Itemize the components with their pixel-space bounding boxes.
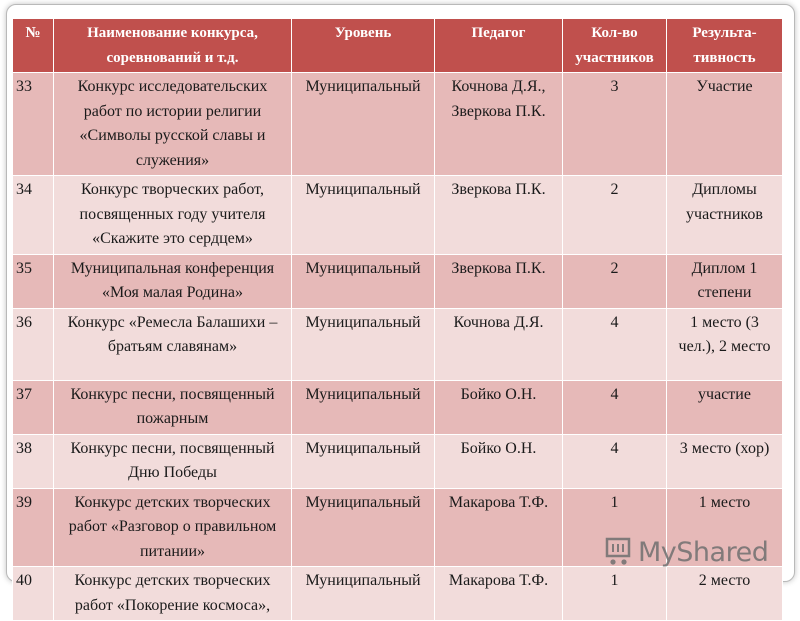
cell-number: 33 [13, 73, 54, 176]
cell-result: Участие [667, 73, 783, 176]
cell-participants-count: 2 [563, 176, 667, 255]
cell-competition-name: Конкурс детских творческих работ «Разговор о правильном питании» [54, 488, 292, 567]
cell-teacher: Бойко О.Н. [435, 434, 563, 488]
cell-participants-count: 4 [563, 380, 667, 434]
cell-competition-name: Конкурс песни, посвященный Дню Победы [54, 434, 292, 488]
cell-participants-count: 1 [563, 488, 667, 567]
cell-result: Диплом 1 степени [667, 254, 783, 308]
cell-level: Муниципальный [292, 176, 435, 255]
cell-teacher: Макарова Т.Ф. [435, 567, 563, 621]
cell-number: 37 [13, 380, 54, 434]
header-level: Уровень [292, 19, 435, 73]
cell-number: 40 [13, 567, 54, 621]
cell-teacher: Кочнова Д.Я. [435, 308, 563, 380]
cell-level: Муниципальный [292, 488, 435, 567]
header-participants-count: Кол-во участников [563, 19, 667, 73]
table-row [13, 73, 783, 176]
cell-number: 36 [13, 308, 54, 380]
table-row [13, 488, 783, 567]
cell-result: 3 место (хор) [667, 434, 783, 488]
cell-level: Муниципальный [292, 567, 435, 621]
header-result: Результа-тивность [667, 19, 783, 73]
cell-competition-name: Конкурс исследовательских работ по истории религии «Символы русской славы и служения» [54, 73, 292, 176]
cell-level: Муниципальный [292, 434, 435, 488]
cell-competition-name: Конкурс детских творческих работ «Покорение космоса», [54, 567, 292, 621]
table-row [13, 567, 783, 621]
cell-level: Муниципальный [292, 380, 435, 434]
watermark-text: MyShared [638, 536, 769, 568]
cell-participants-count: 2 [563, 254, 667, 308]
cell-competition-name: Конкурс «Ремесла Балашихи – братьям славянам» [54, 308, 292, 380]
cell-participants-count: 3 [563, 73, 667, 176]
table-row [13, 380, 783, 434]
table-row [13, 308, 783, 380]
cell-teacher: Макарова Т.Ф. [435, 488, 563, 567]
cell-teacher: Кочнова Д.Я., Зверкова П.К. [435, 73, 563, 176]
table-row [13, 176, 783, 255]
cell-level: Муниципальный [292, 73, 435, 176]
cell-number: 38 [13, 434, 54, 488]
cell-level: Муниципальный [292, 254, 435, 308]
cell-result: 2 место [667, 567, 783, 621]
cell-teacher: Зверкова П.К. [435, 254, 563, 308]
cell-teacher: Зверкова П.К. [435, 176, 563, 255]
cell-participants-count: 4 [563, 308, 667, 380]
cell-competition-name: Конкурс творческих работ, посвященных году учителя «Скажите это сердцем» [54, 176, 292, 255]
table-header-row [13, 19, 783, 73]
header-number: № [13, 19, 54, 73]
cell-result: Дипломы участников [667, 176, 783, 255]
cell-number: 39 [13, 488, 54, 567]
cell-teacher: Бойко О.Н. [435, 380, 563, 434]
table-row [13, 254, 783, 308]
table-row [13, 434, 783, 488]
cell-participants-count: 4 [563, 434, 667, 488]
header-teacher: Педагог [435, 19, 563, 73]
cell-participants-count: 1 [563, 567, 667, 621]
cell-number: 35 [13, 254, 54, 308]
cell-result: участие [667, 380, 783, 434]
cell-level: Муниципальный [292, 308, 435, 380]
cell-competition-name: Муниципальная конференция «Моя малая Родина» [54, 254, 292, 308]
cell-competition-name: Конкурс песни, посвященный пожарным [54, 380, 292, 434]
competitions-table [12, 18, 783, 621]
cell-result: 1 место [667, 488, 783, 567]
header-competition-name: Наименование конкурса, соревнований и т.д. [54, 19, 292, 73]
cell-number: 34 [13, 176, 54, 255]
cell-result: 1 место (3 чел.), 2 место [667, 308, 783, 380]
